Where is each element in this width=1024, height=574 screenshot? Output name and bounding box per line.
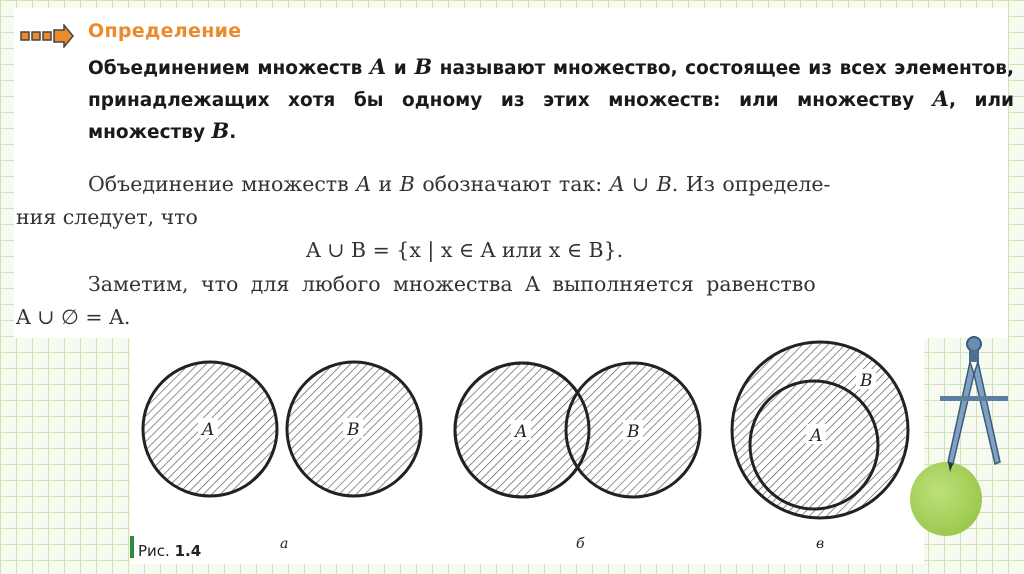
definition-text: Объединением множеств A и B называют множество, состоящее из всех элементов, принадлежащих хотя бы одному из этих множеств: или множеству A, или множеству B.: [88, 54, 1014, 143]
figure-panel: [130, 338, 924, 564]
body-line-4: Заметим, что для любого множества A выполняется равенство: [88, 272, 816, 296]
label-a-A: A: [202, 420, 215, 440]
label-c-B: B: [860, 371, 873, 391]
sublabel-a: а: [280, 536, 289, 552]
sublabel-c: в: [816, 536, 825, 552]
label-a-B: B: [347, 420, 360, 440]
compass-icon: [936, 334, 1012, 474]
body-line-1: Объединение множеств A и B обозначают так: A ∪ B. Из определе-: [88, 172, 831, 196]
union-formula: A ∪ B = {x | x ∈ A или x ∈ B}.: [306, 238, 624, 262]
label-c-A: A: [810, 426, 823, 446]
label-b-B: B: [627, 422, 640, 442]
label-b-A: A: [515, 422, 528, 442]
body-line-5: A ∪ ∅ = A.: [16, 305, 131, 329]
sublabel-b: б: [576, 536, 585, 552]
arrow-right-icon: [20, 24, 74, 48]
section-heading: Определение: [88, 20, 242, 42]
venn-diagrams: [130, 338, 924, 564]
body-line-2: ния следует, что: [16, 205, 198, 229]
figure-caption: Рис. 1.4: [138, 542, 202, 560]
caption-accent: [130, 536, 134, 558]
